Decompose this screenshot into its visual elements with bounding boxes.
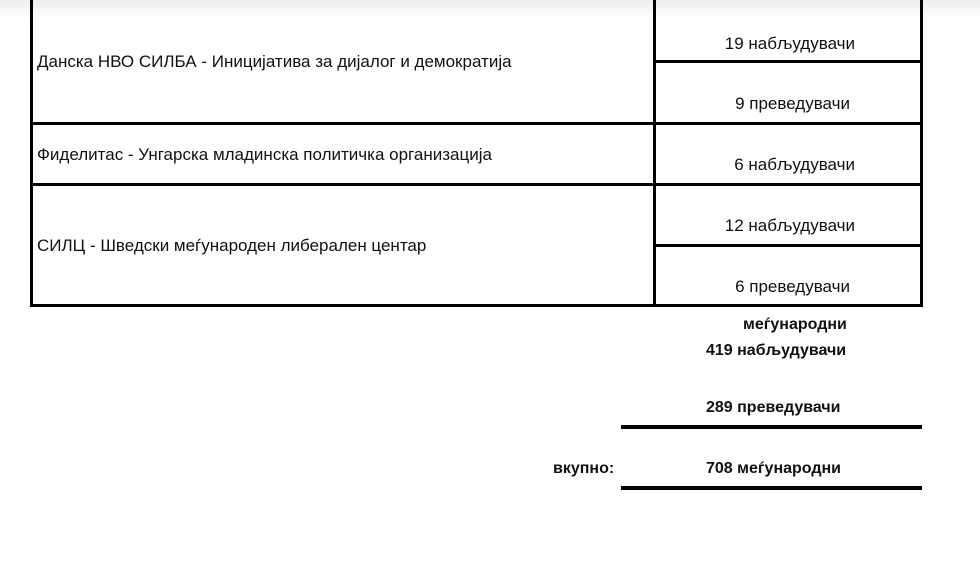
organization-name: СИЛЦ - Шведски меѓународен либерален центар <box>37 236 427 255</box>
column-divider <box>653 0 656 304</box>
row-divider <box>33 183 923 186</box>
row-divider <box>33 122 923 125</box>
translator-count: 9 преведувачи <box>735 94 850 113</box>
translator-count: 6 преведувачи <box>735 277 850 296</box>
observer-count: 19 набљудувачи <box>724 34 855 53</box>
total-rule <box>621 486 922 490</box>
total-label: вкупно: <box>553 460 615 477</box>
observers-total: 419 набљудувачи <box>706 342 847 359</box>
observer-count: 6 набљудувачи <box>734 155 855 174</box>
delegations-table <box>30 0 923 307</box>
row-divider <box>653 60 923 63</box>
grand-total: 708 меѓународни <box>706 460 841 477</box>
translators-total: 289 преведувачи <box>706 399 841 416</box>
summary-rule <box>621 425 922 429</box>
row-divider <box>653 244 923 247</box>
observer-count: 12 набљудувачи <box>724 216 855 235</box>
organization-name: Данска НВО СИЛБА - Иницијатива за дијалог и демократија <box>37 52 512 71</box>
organization-name: Фиделитас - Унгарска младинска политичка организација <box>37 145 492 164</box>
international-label: меѓународни <box>743 316 847 333</box>
